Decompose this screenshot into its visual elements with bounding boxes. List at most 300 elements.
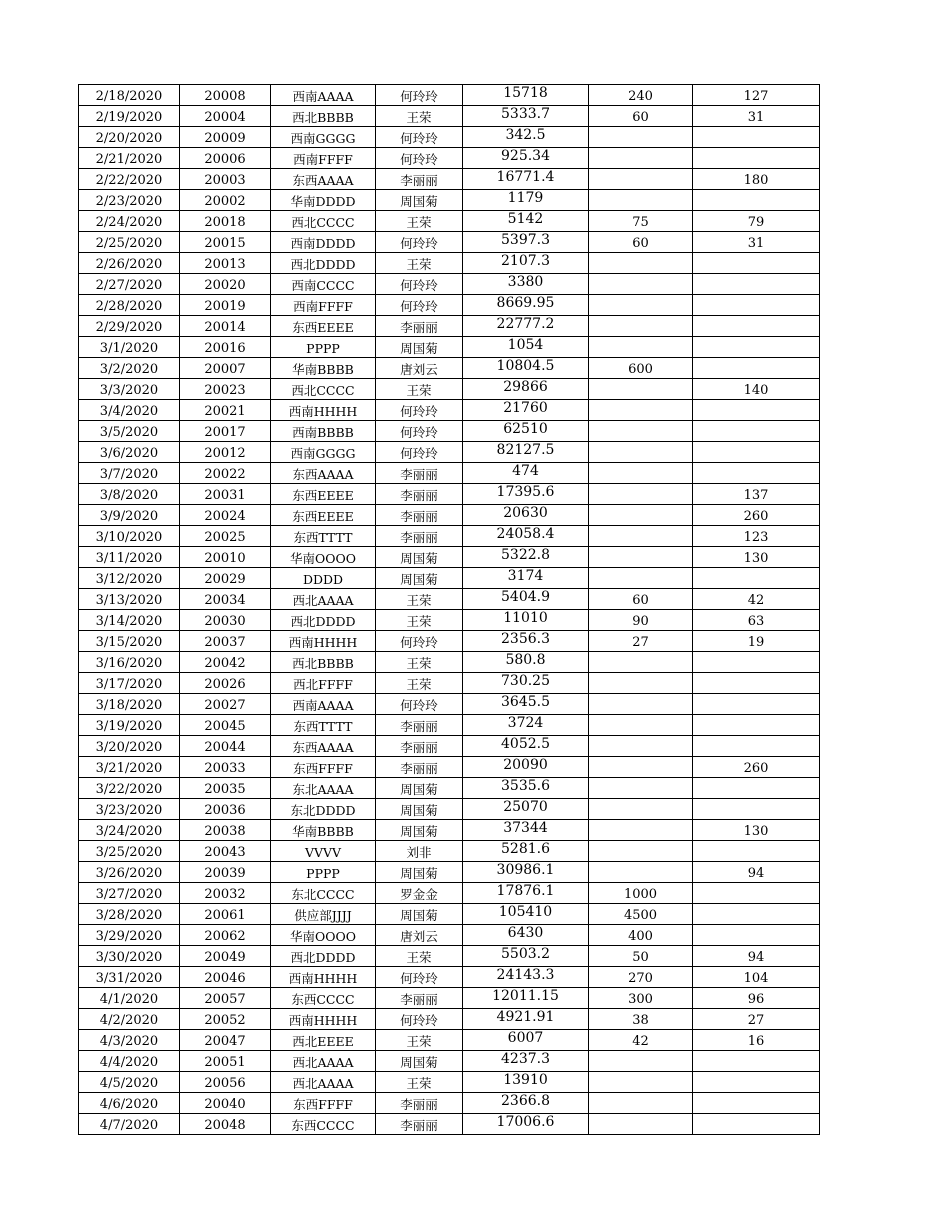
quantity-cell (589, 484, 693, 505)
code-cell: 20032 (180, 883, 271, 904)
value-cell (693, 904, 820, 925)
person-cell: 何玲玲 (376, 274, 463, 295)
code-cell: 20020 (180, 274, 271, 295)
table-row (79, 274, 820, 295)
value-cell: 140 (693, 379, 820, 400)
quantity-cell (589, 295, 693, 316)
table-row (79, 673, 820, 694)
table-row (79, 85, 820, 106)
code-cell: 20038 (180, 820, 271, 841)
code-cell: 20003 (180, 169, 271, 190)
quantity-cell: 90 (589, 610, 693, 631)
amount-cell: 20630 (463, 505, 589, 526)
date-cell: 3/22/2020 (79, 778, 180, 799)
table-row (79, 316, 820, 337)
value-cell (693, 1072, 820, 1093)
quantity-cell: 60 (589, 589, 693, 610)
value-cell: 79 (693, 211, 820, 232)
region-cell: 西南GGGG (271, 127, 376, 148)
quantity-cell: 4500 (589, 904, 693, 925)
table-row (79, 757, 820, 778)
amount-cell: 1179 (463, 190, 589, 211)
person-cell: 李丽丽 (376, 1114, 463, 1135)
value-cell (693, 673, 820, 694)
region-cell: 华南BBBB (271, 820, 376, 841)
quantity-cell (589, 442, 693, 463)
value-cell (693, 400, 820, 421)
quantity-cell (589, 463, 693, 484)
quantity-cell: 60 (589, 106, 693, 127)
date-cell: 3/4/2020 (79, 400, 180, 421)
date-cell: 3/7/2020 (79, 463, 180, 484)
date-cell: 3/16/2020 (79, 652, 180, 673)
region-cell: 西北DDDD (271, 610, 376, 631)
quantity-cell: 1000 (589, 883, 693, 904)
quantity-cell (589, 169, 693, 190)
table-row (79, 820, 820, 841)
code-cell: 20016 (180, 337, 271, 358)
quantity-cell: 38 (589, 1009, 693, 1030)
person-cell: 李丽丽 (376, 463, 463, 484)
date-cell: 3/12/2020 (79, 568, 180, 589)
date-cell: 3/10/2020 (79, 526, 180, 547)
date-cell: 2/27/2020 (79, 274, 180, 295)
amount-cell: 342.5 (463, 127, 589, 148)
person-cell: 周国菊 (376, 778, 463, 799)
date-cell: 3/25/2020 (79, 841, 180, 862)
date-cell: 3/19/2020 (79, 715, 180, 736)
amount-cell: 13910 (463, 1072, 589, 1093)
region-cell: 东西EEEE (271, 316, 376, 337)
amount-cell: 5333.7 (463, 106, 589, 127)
region-cell: 西南GGGG (271, 442, 376, 463)
date-cell: 3/11/2020 (79, 547, 180, 568)
value-cell: 104 (693, 967, 820, 988)
quantity-cell (589, 337, 693, 358)
amount-cell: 2356.3 (463, 631, 589, 652)
code-cell: 20002 (180, 190, 271, 211)
person-cell: 李丽丽 (376, 526, 463, 547)
person-cell: 刘非 (376, 841, 463, 862)
region-cell: VVVV (271, 841, 376, 862)
table-row (79, 799, 820, 820)
value-cell (693, 715, 820, 736)
quantity-cell: 75 (589, 211, 693, 232)
table-row (79, 358, 820, 379)
amount-cell: 2107.3 (463, 253, 589, 274)
table-row (79, 127, 820, 148)
value-cell: 180 (693, 169, 820, 190)
person-cell: 李丽丽 (376, 1093, 463, 1114)
amount-cell: 4921.91 (463, 1009, 589, 1030)
value-cell: 127 (693, 85, 820, 106)
region-cell: 东西CCCC (271, 988, 376, 1009)
amount-cell: 6430 (463, 925, 589, 946)
table-row (79, 925, 820, 946)
amount-cell: 3724 (463, 715, 589, 736)
date-cell: 3/15/2020 (79, 631, 180, 652)
value-cell (693, 337, 820, 358)
region-cell: 东北AAAA (271, 778, 376, 799)
person-cell: 王荣 (376, 106, 463, 127)
region-cell: 西北AAAA (271, 1072, 376, 1093)
value-cell (693, 190, 820, 211)
code-cell: 20018 (180, 211, 271, 232)
date-cell: 3/30/2020 (79, 946, 180, 967)
value-cell: 123 (693, 526, 820, 547)
person-cell: 周国菊 (376, 799, 463, 820)
quantity-cell (589, 820, 693, 841)
region-cell: 东西FFFF (271, 1093, 376, 1114)
date-cell: 3/20/2020 (79, 736, 180, 757)
person-cell: 周国菊 (376, 190, 463, 211)
amount-cell: 730.25 (463, 673, 589, 694)
value-cell: 63 (693, 610, 820, 631)
amount-cell: 4237.3 (463, 1051, 589, 1072)
amount-cell: 24058.4 (463, 526, 589, 547)
value-cell (693, 295, 820, 316)
amount-cell: 474 (463, 463, 589, 484)
amount-cell: 8669.95 (463, 295, 589, 316)
quantity-cell: 270 (589, 967, 693, 988)
region-cell: 华南OOOO (271, 925, 376, 946)
person-cell: 何玲玲 (376, 148, 463, 169)
value-cell (693, 253, 820, 274)
table-row (79, 547, 820, 568)
amount-cell: 2366.8 (463, 1093, 589, 1114)
quantity-cell: 50 (589, 946, 693, 967)
region-cell: 东北DDDD (271, 799, 376, 820)
code-cell: 20010 (180, 547, 271, 568)
table-row (79, 736, 820, 757)
date-cell: 3/27/2020 (79, 883, 180, 904)
region-cell: 西北AAAA (271, 1051, 376, 1072)
person-cell: 何玲玲 (376, 421, 463, 442)
code-cell: 20024 (180, 505, 271, 526)
table-row (79, 106, 820, 127)
code-cell: 20056 (180, 1072, 271, 1093)
person-cell: 何玲玲 (376, 232, 463, 253)
table-row (79, 148, 820, 169)
quantity-cell (589, 652, 693, 673)
value-cell (693, 736, 820, 757)
quantity-cell (589, 736, 693, 757)
code-cell: 20026 (180, 673, 271, 694)
value-cell: 130 (693, 820, 820, 841)
person-cell: 周国菊 (376, 568, 463, 589)
person-cell: 唐刘云 (376, 358, 463, 379)
region-cell: 华南OOOO (271, 547, 376, 568)
date-cell: 3/9/2020 (79, 505, 180, 526)
amount-cell: 29866 (463, 379, 589, 400)
date-cell: 3/5/2020 (79, 421, 180, 442)
region-cell: 西北AAAA (271, 589, 376, 610)
region-cell: 西北FFFF (271, 673, 376, 694)
amount-cell: 5397.3 (463, 232, 589, 253)
region-cell: 华南BBBB (271, 358, 376, 379)
amount-cell: 1054 (463, 337, 589, 358)
person-cell: 王荣 (376, 1072, 463, 1093)
code-cell: 20048 (180, 1114, 271, 1135)
person-cell: 王荣 (376, 673, 463, 694)
person-cell: 何玲玲 (376, 631, 463, 652)
amount-cell: 580.8 (463, 652, 589, 673)
table-row (79, 988, 820, 1009)
amount-cell: 105410 (463, 904, 589, 925)
date-cell: 4/1/2020 (79, 988, 180, 1009)
amount-cell: 82127.5 (463, 442, 589, 463)
date-cell: 3/1/2020 (79, 337, 180, 358)
value-cell (693, 358, 820, 379)
amount-cell: 22777.2 (463, 316, 589, 337)
person-cell: 李丽丽 (376, 715, 463, 736)
quantity-cell (589, 316, 693, 337)
table-row (79, 1114, 820, 1135)
person-cell: 何玲玲 (376, 127, 463, 148)
region-cell: 西南HHHH (271, 1009, 376, 1030)
region-cell: 西南HHHH (271, 967, 376, 988)
code-cell: 20043 (180, 841, 271, 862)
code-cell: 20013 (180, 253, 271, 274)
table-row (79, 1072, 820, 1093)
region-cell: 东西AAAA (271, 736, 376, 757)
code-cell: 20040 (180, 1093, 271, 1114)
value-cell (693, 652, 820, 673)
region-cell: 供应部JJJJ (271, 904, 376, 925)
quantity-cell (589, 778, 693, 799)
code-cell: 20014 (180, 316, 271, 337)
value-cell: 16 (693, 1030, 820, 1051)
code-cell: 20052 (180, 1009, 271, 1030)
value-cell (693, 883, 820, 904)
value-cell (693, 1051, 820, 1072)
amount-cell: 30986.1 (463, 862, 589, 883)
region-cell: 东西EEEE (271, 505, 376, 526)
region-cell: 东北CCCC (271, 883, 376, 904)
quantity-cell (589, 127, 693, 148)
code-cell: 20006 (180, 148, 271, 169)
table-row (79, 463, 820, 484)
code-cell: 20044 (180, 736, 271, 757)
table-row (79, 610, 820, 631)
date-cell: 3/29/2020 (79, 925, 180, 946)
quantity-cell (589, 253, 693, 274)
value-cell: 94 (693, 946, 820, 967)
person-cell: 何玲玲 (376, 967, 463, 988)
person-cell: 何玲玲 (376, 85, 463, 106)
person-cell: 李丽丽 (376, 505, 463, 526)
table-row (79, 1051, 820, 1072)
region-cell: 西南FFFF (271, 148, 376, 169)
code-cell: 20062 (180, 925, 271, 946)
person-cell: 李丽丽 (376, 316, 463, 337)
table-row (79, 211, 820, 232)
value-cell (693, 463, 820, 484)
code-cell: 20045 (180, 715, 271, 736)
person-cell: 王荣 (376, 211, 463, 232)
date-cell: 2/21/2020 (79, 148, 180, 169)
table-row (79, 904, 820, 925)
table-row (79, 484, 820, 505)
value-cell: 130 (693, 547, 820, 568)
value-cell (693, 925, 820, 946)
value-cell: 31 (693, 232, 820, 253)
value-cell: 42 (693, 589, 820, 610)
table-row (79, 169, 820, 190)
region-cell: PPPP (271, 337, 376, 358)
person-cell: 周国菊 (376, 862, 463, 883)
person-cell: 王荣 (376, 946, 463, 967)
amount-cell: 16771.4 (463, 169, 589, 190)
amount-cell: 12011.15 (463, 988, 589, 1009)
amount-cell: 17006.6 (463, 1114, 589, 1135)
region-cell: 西北CCCC (271, 379, 376, 400)
quantity-cell (589, 547, 693, 568)
date-cell: 3/17/2020 (79, 673, 180, 694)
table-row (79, 1009, 820, 1030)
date-cell: 4/7/2020 (79, 1114, 180, 1135)
amount-cell: 5322.8 (463, 547, 589, 568)
amount-cell: 3174 (463, 568, 589, 589)
code-cell: 20029 (180, 568, 271, 589)
amount-cell: 5503.2 (463, 946, 589, 967)
table-row (79, 232, 820, 253)
person-cell: 李丽丽 (376, 484, 463, 505)
value-cell: 27 (693, 1009, 820, 1030)
date-cell: 4/4/2020 (79, 1051, 180, 1072)
table-row (79, 715, 820, 736)
code-cell: 20046 (180, 967, 271, 988)
date-cell: 3/21/2020 (79, 757, 180, 778)
code-cell: 20061 (180, 904, 271, 925)
quantity-cell (589, 862, 693, 883)
person-cell: 何玲玲 (376, 400, 463, 421)
region-cell: 西北EEEE (271, 1030, 376, 1051)
amount-cell: 17395.6 (463, 484, 589, 505)
amount-cell: 3645.5 (463, 694, 589, 715)
date-cell: 2/24/2020 (79, 211, 180, 232)
person-cell: 何玲玲 (376, 442, 463, 463)
code-cell: 20027 (180, 694, 271, 715)
date-cell: 2/18/2020 (79, 85, 180, 106)
value-cell (693, 1093, 820, 1114)
date-cell: 3/28/2020 (79, 904, 180, 925)
quantity-cell (589, 694, 693, 715)
quantity-cell: 600 (589, 358, 693, 379)
region-cell: 西北DDDD (271, 253, 376, 274)
date-cell: 2/28/2020 (79, 295, 180, 316)
table-row (79, 1030, 820, 1051)
code-cell: 20031 (180, 484, 271, 505)
table-row (79, 652, 820, 673)
code-cell: 20036 (180, 799, 271, 820)
code-cell: 20034 (180, 589, 271, 610)
code-cell: 20042 (180, 652, 271, 673)
region-cell: 西北CCCC (271, 211, 376, 232)
value-cell: 260 (693, 757, 820, 778)
table-row (79, 694, 820, 715)
date-cell: 3/26/2020 (79, 862, 180, 883)
quantity-cell (589, 148, 693, 169)
table-row (79, 442, 820, 463)
quantity-cell (589, 673, 693, 694)
code-cell: 20019 (180, 295, 271, 316)
date-cell: 3/2/2020 (79, 358, 180, 379)
person-cell: 周国菊 (376, 337, 463, 358)
value-cell (693, 148, 820, 169)
code-cell: 20049 (180, 946, 271, 967)
quantity-cell (589, 526, 693, 547)
amount-cell: 20090 (463, 757, 589, 778)
value-cell: 94 (693, 862, 820, 883)
quantity-cell: 400 (589, 925, 693, 946)
table-row (79, 190, 820, 211)
amount-cell: 3535.6 (463, 778, 589, 799)
quantity-cell (589, 400, 693, 421)
amount-cell: 15718 (463, 85, 589, 106)
person-cell: 罗金金 (376, 883, 463, 904)
amount-cell: 5142 (463, 211, 589, 232)
date-cell: 3/31/2020 (79, 967, 180, 988)
code-cell: 20033 (180, 757, 271, 778)
value-cell (693, 316, 820, 337)
quantity-cell (589, 841, 693, 862)
quantity-cell (589, 190, 693, 211)
amount-cell: 4052.5 (463, 736, 589, 757)
quantity-cell (589, 568, 693, 589)
date-cell: 2/23/2020 (79, 190, 180, 211)
date-cell: 2/26/2020 (79, 253, 180, 274)
region-cell: 东西TTTT (271, 715, 376, 736)
region-cell: 东西TTTT (271, 526, 376, 547)
quantity-cell (589, 1093, 693, 1114)
region-cell: 华南DDDD (271, 190, 376, 211)
code-cell: 20035 (180, 778, 271, 799)
date-cell: 4/6/2020 (79, 1093, 180, 1114)
code-cell: 20022 (180, 463, 271, 484)
value-cell: 31 (693, 106, 820, 127)
amount-cell: 25070 (463, 799, 589, 820)
table-row (79, 421, 820, 442)
table-row (79, 253, 820, 274)
table-row (79, 883, 820, 904)
date-cell: 4/3/2020 (79, 1030, 180, 1051)
code-cell: 20004 (180, 106, 271, 127)
region-cell: 西南BBBB (271, 421, 376, 442)
region-cell: 西南CCCC (271, 274, 376, 295)
code-cell: 20007 (180, 358, 271, 379)
amount-cell: 10804.5 (463, 358, 589, 379)
person-cell: 李丽丽 (376, 988, 463, 1009)
code-cell: 20037 (180, 631, 271, 652)
region-cell: 西北BBBB (271, 652, 376, 673)
person-cell: 周国菊 (376, 904, 463, 925)
table-row (79, 589, 820, 610)
amount-cell: 24143.3 (463, 967, 589, 988)
amount-cell: 62510 (463, 421, 589, 442)
table-row (79, 400, 820, 421)
date-cell: 4/2/2020 (79, 1009, 180, 1030)
region-cell: 西南FFFF (271, 295, 376, 316)
person-cell: 王荣 (376, 652, 463, 673)
person-cell: 何玲玲 (376, 694, 463, 715)
person-cell: 周国菊 (376, 547, 463, 568)
region-cell: 西北DDDD (271, 946, 376, 967)
table-row (79, 337, 820, 358)
date-cell: 3/23/2020 (79, 799, 180, 820)
amount-cell: 3380 (463, 274, 589, 295)
code-cell: 20057 (180, 988, 271, 1009)
